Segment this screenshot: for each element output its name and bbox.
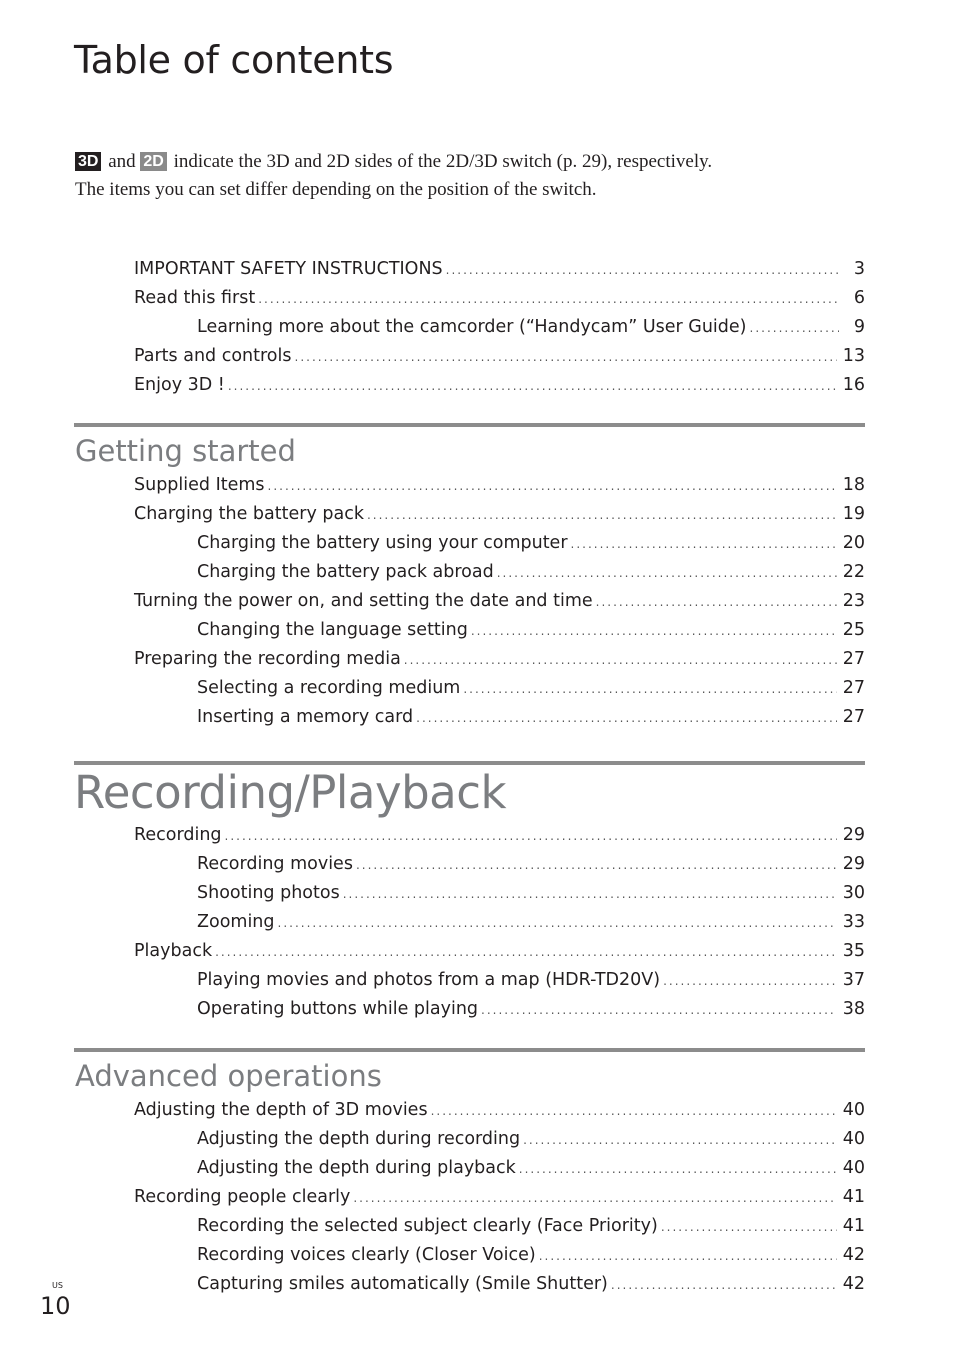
- dot-leader: [268, 472, 837, 501]
- intro-and: and: [108, 151, 136, 172]
- toc-list: [74, 821, 865, 1024]
- toc-entry[interactable]: [197, 1270, 865, 1299]
- dot-leader: [225, 822, 837, 851]
- section-rule: [74, 423, 865, 427]
- dot-leader: [497, 559, 837, 588]
- toc-entry[interactable]: [197, 313, 865, 342]
- toc-entry[interactable]: [197, 703, 865, 732]
- intro-line-1-rest: indicate the 3D and 2D sides of the 2D/3D switch (p. 29), respectively.: [173, 151, 713, 172]
- toc-entry[interactable]: [134, 471, 865, 500]
- toc-entry-page: 20: [842, 533, 865, 553]
- intro-text: [75, 148, 895, 204]
- toc-entry[interactable]: [197, 1241, 865, 1270]
- toc-entry-title: Adjusting the depth during recording: [197, 1129, 521, 1149]
- toc-list: [74, 1096, 865, 1299]
- dot-leader: [446, 256, 839, 285]
- dot-leader: [356, 851, 837, 880]
- toc-entry[interactable]: [197, 616, 865, 645]
- badge-2d: 2D: [140, 152, 166, 171]
- toc-entry-page: 41: [842, 1187, 865, 1207]
- dot-leader: [596, 588, 837, 617]
- toc-entry-title: Read this first: [134, 288, 256, 308]
- toc-entry[interactable]: [197, 908, 865, 937]
- toc-entry-page: 16: [842, 375, 865, 395]
- toc-entry[interactable]: [134, 371, 865, 400]
- toc-entry-page: 22: [842, 562, 865, 582]
- toc-entry-title: Supplied Items: [134, 475, 265, 495]
- toc-entry-title: Playing movies and photos from a map (HDR-TD20V): [197, 970, 661, 990]
- toc-entry-page: 6: [853, 288, 865, 308]
- section-heading: Getting started: [75, 434, 296, 468]
- dot-leader: [258, 285, 839, 314]
- dot-leader: [295, 343, 837, 372]
- toc-entry[interactable]: [134, 342, 865, 371]
- toc-entry-page: 38: [842, 999, 865, 1019]
- dot-leader: [463, 675, 836, 704]
- toc-entry-title: Charging the battery pack: [134, 504, 364, 524]
- section-heading: Recording/Playback: [74, 766, 507, 819]
- dot-leader: [471, 617, 837, 646]
- intro-line-1: [75, 148, 895, 176]
- toc-entry[interactable]: [134, 500, 865, 529]
- toc-entry-page: 37: [842, 970, 865, 990]
- toc-entry-title: Adjusting the depth during playback: [197, 1158, 516, 1178]
- toc-entry-title: Playback: [134, 941, 213, 961]
- toc-entry-title: Learning more about the camcorder (“Handycam” User Guide): [197, 317, 747, 337]
- dot-leader: [539, 1242, 837, 1271]
- toc-entry-page: 18: [842, 475, 865, 495]
- toc-entry-title: Charging the battery pack abroad: [197, 562, 494, 582]
- toc-entry-title: Recording people clearly: [134, 1187, 351, 1207]
- dot-leader: [215, 938, 837, 967]
- toc-entry-page: 40: [842, 1129, 865, 1149]
- toc-entry[interactable]: [197, 674, 865, 703]
- toc-entry[interactable]: [197, 1154, 865, 1183]
- page-number: 10: [40, 1292, 71, 1320]
- toc-entry[interactable]: [134, 1183, 865, 1212]
- toc-entry[interactable]: [197, 558, 865, 587]
- toc-entry-page: 42: [842, 1274, 865, 1294]
- toc-entry-title: Parts and controls: [134, 346, 292, 366]
- toc-entry-page: 40: [842, 1158, 865, 1178]
- toc-entry-page: 25: [842, 620, 865, 640]
- toc-entry-title: Recording voices clearly (Closer Voice): [197, 1245, 536, 1265]
- toc-entry-page: 13: [842, 346, 865, 366]
- toc-entry[interactable]: [197, 879, 865, 908]
- toc-entry-page: 29: [842, 825, 865, 845]
- dot-leader: [353, 1184, 836, 1213]
- toc-entry[interactable]: [197, 1212, 865, 1241]
- toc-entry-page: 40: [842, 1100, 865, 1120]
- toc-entry-title: Turning the power on, and setting the date and time: [134, 591, 593, 611]
- toc-entry-title: Changing the language setting: [197, 620, 468, 640]
- dot-leader: [523, 1126, 837, 1155]
- dot-leader: [750, 314, 840, 343]
- toc-entry-page: 23: [842, 591, 865, 611]
- toc-section-recording-playback: [74, 761, 865, 1024]
- toc-entry-title: Selecting a recording medium: [197, 678, 461, 698]
- dot-leader: [611, 1271, 837, 1300]
- toc-entry[interactable]: [134, 284, 865, 313]
- toc-section-advanced-operations: [74, 1048, 865, 1299]
- toc-section-getting-started: [74, 423, 865, 732]
- toc-entry[interactable]: [197, 966, 865, 995]
- toc-entry[interactable]: [197, 1125, 865, 1154]
- badge-3d: 3D: [75, 152, 101, 171]
- dot-leader: [404, 646, 837, 675]
- dot-leader: [416, 704, 837, 733]
- dot-leader: [519, 1155, 837, 1184]
- toc-entry-page: 30: [842, 883, 865, 903]
- toc-entry-title: Recording: [134, 825, 222, 845]
- section-heading: Advanced operations: [75, 1059, 382, 1093]
- toc-entry[interactable]: [134, 645, 865, 674]
- toc-entry-title: Recording the selected subject clearly (Face Priority): [197, 1216, 658, 1236]
- section-rule: [74, 1048, 865, 1052]
- dot-leader: [661, 1213, 837, 1242]
- toc-entry-title: Charging the battery using your computer: [197, 533, 568, 553]
- toc-entry-page: 29: [842, 854, 865, 874]
- toc-entry-page: 27: [842, 649, 865, 669]
- toc-entry[interactable]: [134, 821, 865, 850]
- toc-entry-page: 41: [842, 1216, 865, 1236]
- toc-entry-title: Zooming: [197, 912, 275, 932]
- toc-entry-title: IMPORTANT SAFETY INSTRUCTIONS: [134, 259, 443, 279]
- dot-leader: [481, 996, 837, 1025]
- intro-line-2: The items you can set differ depending on the position of the switch.: [75, 179, 597, 200]
- toc-entry-title: Capturing smiles automatically (Smile Shutter): [197, 1274, 608, 1294]
- toc-entry[interactable]: [134, 937, 865, 966]
- toc-entry-title: Inserting a memory card: [197, 707, 414, 727]
- dot-leader: [367, 501, 837, 530]
- toc-entry-page: 33: [842, 912, 865, 932]
- toc-entry[interactable]: [197, 995, 865, 1024]
- toc-entry-title: Shooting photos: [197, 883, 340, 903]
- dot-leader: [228, 372, 837, 401]
- toc-entry-page: 27: [842, 707, 865, 727]
- dot-leader: [343, 880, 837, 909]
- page-region-code: US: [52, 1281, 63, 1290]
- dot-leader: [571, 530, 837, 559]
- toc-entry[interactable]: [134, 1096, 865, 1125]
- toc-entry-page: 9: [853, 317, 865, 337]
- dot-leader: [278, 909, 837, 938]
- toc-entry-title: Enjoy 3D !: [134, 375, 225, 395]
- toc-entry-page: 35: [842, 941, 865, 961]
- toc-entry-title: Operating buttons while playing: [197, 999, 479, 1019]
- dot-leader: [663, 967, 837, 996]
- toc-entry-title: Adjusting the depth of 3D movies: [134, 1100, 428, 1120]
- toc-entry[interactable]: [197, 529, 865, 558]
- toc-entry-title: Preparing the recording media: [134, 649, 401, 669]
- toc-entry[interactable]: [134, 587, 865, 616]
- toc-entry[interactable]: [197, 850, 865, 879]
- dot-leader: [431, 1097, 837, 1126]
- toc-front-block: [74, 255, 865, 400]
- toc-entry[interactable]: [134, 255, 865, 284]
- toc-entry-page: 27: [842, 678, 865, 698]
- toc-entry-page: 42: [842, 1245, 865, 1265]
- toc-front-list: [74, 255, 865, 400]
- toc-entry-page: 3: [853, 259, 865, 279]
- page-title: Table of contents: [74, 38, 394, 82]
- toc-list: [74, 471, 865, 732]
- toc-entry-title: Recording movies: [197, 854, 353, 874]
- toc-entry-page: 19: [842, 504, 865, 524]
